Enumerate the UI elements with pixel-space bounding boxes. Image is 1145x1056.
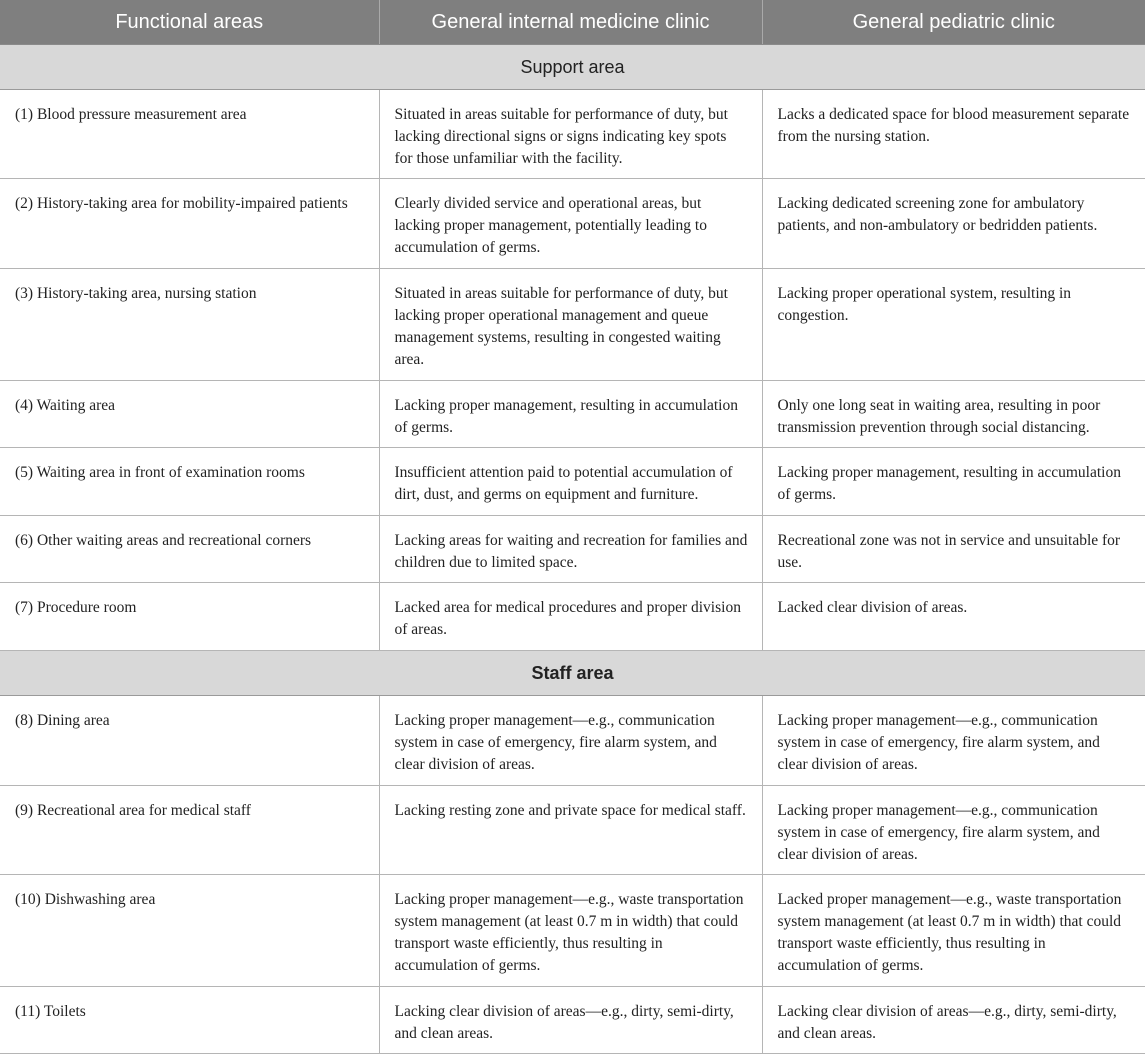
internal-cell: Lacked area for medical procedures and proper division of areas. (379, 583, 762, 651)
internal-cell: Situated in areas suitable for performance of duty, but lacking directional signs or signs indicating key spots for those unfamiliar with the facility. (379, 90, 762, 179)
pediatric-cell: Lacking clear division of areas—e.g., dirty, semi-dirty, and clean areas. (762, 987, 1145, 1054)
table-row (0, 179, 1145, 269)
area-cell: (2) History-taking area for mobility-impaired patients (0, 179, 379, 269)
section-row-support (0, 45, 1145, 90)
area-cell: (9) Recreational area for medical staff (0, 786, 379, 875)
area-cell: (1) Blood pressure measurement area (0, 90, 379, 179)
internal-cell: Lacking proper management—e.g., communication system in case of emergency, fire alarm system, and clear division of areas. (379, 696, 762, 786)
table-row (0, 381, 1145, 448)
pediatric-cell: Lacking proper operational system, resulting in congestion. (762, 269, 1145, 381)
area-cell: (8) Dining area (0, 696, 379, 786)
area-cell: (10) Dishwashing area (0, 875, 379, 987)
area-cell: (4) Waiting area (0, 381, 379, 448)
header-row (0, 0, 1145, 45)
internal-cell: Lacking clear division of areas—e.g., dirty, semi-dirty, and clean areas. (379, 987, 762, 1054)
pediatric-cell: Recreational zone was not in service and unsuitable for use. (762, 516, 1145, 583)
internal-cell: Lacking areas for waiting and recreation for families and children due to limited space. (379, 516, 762, 583)
table-row (0, 269, 1145, 381)
pediatric-cell: Lacks a dedicated space for blood measurement separate from the nursing station. (762, 90, 1145, 179)
table-row (0, 448, 1145, 516)
table-row (0, 875, 1145, 987)
pediatric-cell: Lacking proper management—e.g., communication system in case of emergency, fire alarm system, and clear division of areas. (762, 696, 1145, 786)
area-cell: (7) Procedure room (0, 583, 379, 651)
section-row-staff (0, 651, 1145, 696)
pediatric-cell: Lacking dedicated screening zone for ambulatory patients, and non-ambulatory or bedridden patients. (762, 179, 1145, 269)
table-row (0, 987, 1145, 1054)
table-body (0, 45, 1145, 1054)
section-title: Staff area (0, 651, 1145, 696)
internal-cell: Situated in areas suitable for performance of duty, but lacking proper operational management and queue management systems, resulting in congested waiting area. (379, 269, 762, 381)
internal-cell: Lacking proper management, resulting in accumulation of germs. (379, 381, 762, 448)
table-row (0, 516, 1145, 583)
area-cell: (3) History-taking area, nursing station (0, 269, 379, 381)
pediatric-cell: Only one long seat in waiting area, resulting in poor transmission prevention through social distancing. (762, 381, 1145, 448)
internal-cell: Lacking proper management—e.g., waste transportation system management (at least 0.7 m in width) that could transport waste efficiently, thus resulting in accumulation of germs. (379, 875, 762, 987)
pediatric-cell: Lacked clear division of areas. (762, 583, 1145, 651)
area-cell: (6) Other waiting areas and recreational corners (0, 516, 379, 583)
internal-cell: Clearly divided service and operational areas, but lacking proper management, potentially leading to accumulation of germs. (379, 179, 762, 269)
table-header (0, 0, 1145, 45)
header-internal-medicine: General internal medicine clinic (379, 0, 762, 45)
area-cell: (5) Waiting area in front of examination rooms (0, 448, 379, 516)
table-row (0, 696, 1145, 786)
section-title: Support area (0, 45, 1145, 90)
pediatric-cell: Lacking proper management—e.g., communication system in case of emergency, fire alarm system, and clear division of areas. (762, 786, 1145, 875)
pediatric-cell: Lacked proper management—e.g., waste transportation system management (at least 0.7 m in width) that could transport waste efficiently, thus resulting in accumulation of germs. (762, 875, 1145, 987)
table-row (0, 583, 1145, 651)
internal-cell: Lacking resting zone and private space for medical staff. (379, 786, 762, 875)
pediatric-cell: Lacking proper management, resulting in accumulation of germs. (762, 448, 1145, 516)
table-row (0, 786, 1145, 875)
header-pediatric: General pediatric clinic (762, 0, 1145, 45)
table-row (0, 90, 1145, 179)
internal-cell: Insufficient attention paid to potential accumulation of dirt, dust, and germs on equipment and furniture. (379, 448, 762, 516)
area-cell: (11) Toilets (0, 987, 379, 1054)
header-functional-areas: Functional areas (0, 0, 379, 45)
